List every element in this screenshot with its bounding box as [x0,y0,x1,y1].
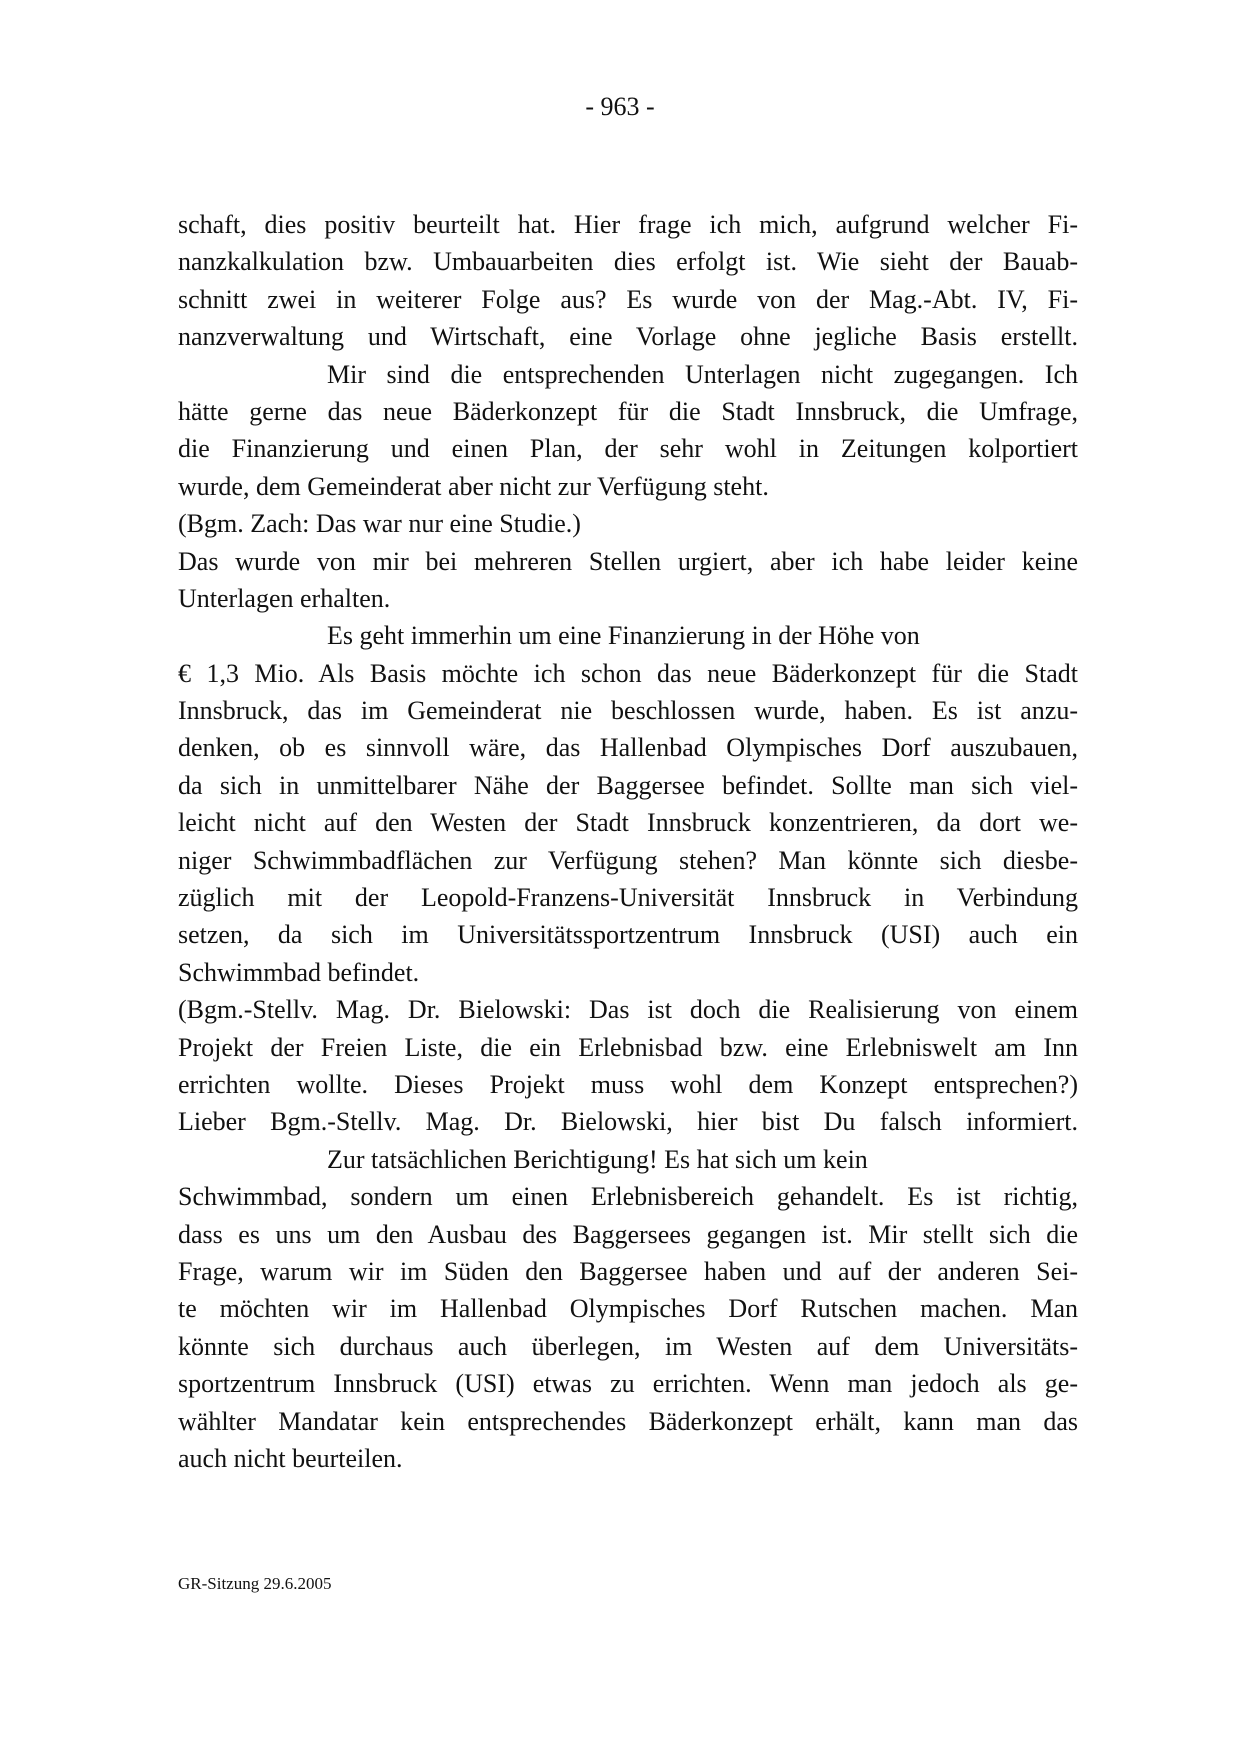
text-line: wählter Mandatar kein entsprechendes Bäderkonzept erhält, kann man das [178,1406,1078,1436]
text-line: auch nicht beurteilen. [178,1443,403,1473]
text-line: nanzverwaltung und Wirtschaft, eine Vorlage ohne jegliche Basis erstellt. [178,322,1078,352]
text-line: schnitt zwei in weiterer Folge aus? Es wurde von der Mag.-Abt. IV, Fi- [178,284,1078,314]
text-line: Mir sind die entsprechenden Unterlagen nicht zugegangen. Ich [327,359,1078,389]
text-line: Lieber Bgm.-Stellv. Mag. Dr. Bielowski, hier bist Du falsch informiert. [178,1107,1078,1137]
text-line: Das wurde von mir bei mehreren Stellen urgiert, aber ich habe leider keine [178,546,1078,576]
text-line: Schwimmbad befindet. [178,957,420,987]
text-line: hätte gerne das neue Bäderkonzept für die Stadt Innsbruck, die Umfrage, [178,396,1078,426]
text-line: Projekt der Freien Liste, die ein Erlebnisbad bzw. eine Erlebniswelt am Inn [178,1032,1078,1062]
body-text [178,206,1078,1477]
text-line: denken, ob es sinnvoll wäre, das Hallenbad Olympisches Dorf auszubauen, [178,733,1078,763]
text-line: nanzkalkulation bzw. Umbauarbeiten dies erfolgt ist. Wie sieht der Bauab- [178,247,1078,277]
text-line: setzen, da sich im Universitätssportzentrum Innsbruck (USI) auch ein [178,920,1078,950]
text-line: wurde, dem Gemeinderat aber nicht zur Verfügung steht. [178,471,769,501]
text-line: Es geht immerhin um eine Finanzierung in der Höhe von [327,621,920,651]
text-line: Zur tatsächlichen Berichtigung! Es hat sich um kein [327,1144,868,1174]
text-line: züglich mit der Leopold-Franzens-Universität Innsbruck in Verbindung [178,883,1078,913]
text-line: (Bgm. Zach: Das war nur eine Studie.) [178,509,581,539]
text-line: da sich in unmittelbarer Nähe der Baggersee befindet. Sollte man sich viel- [178,770,1078,800]
text-line: niger Schwimmbadflächen zur Verfügung stehen? Man könnte sich diesbe- [178,845,1078,875]
text-line: Frage, warum wir im Süden den Baggersee haben und auf der anderen Sei- [178,1256,1078,1286]
text-line: (Bgm.-Stellv. Mag. Dr. Bielowski: Das ist doch die Realisierung von einem [178,995,1078,1025]
text-line: Unterlagen erhalten. [178,583,391,613]
text-line: könnte sich durchaus auch überlegen, im Westen auf dem Universitäts- [178,1331,1078,1361]
text-line: te möchten wir im Hallenbad Olympisches Dorf Rutschen machen. Man [178,1294,1078,1324]
page-number: - 963 - [585,92,655,121]
text-line: errichten wollte. Dieses Projekt muss wohl dem Konzept entsprechen?) [178,1069,1078,1099]
text-line: die Finanzierung und einen Plan, der sehr wohl in Zeitungen kolportiert [178,434,1078,464]
text-line: € 1,3 Mio. Als Basis möchte ich schon das neue Bäderkonzept für die Stadt [178,658,1078,688]
text-line: Schwimmbad, sondern um einen Erlebnisbereich gehandelt. Es ist richtig, [178,1182,1078,1212]
text-line: dass es uns um den Ausbau des Baggersees gegangen ist. Mir stellt sich die [178,1219,1078,1249]
text-line: schaft, dies positiv beurteilt hat. Hier frage ich mich, aufgrund welcher Fi- [178,210,1078,239]
text-line: sportzentrum Innsbruck (USI) etwas zu errichten. Wenn man jedoch als ge- [178,1369,1078,1399]
text-line: Innsbruck, das im Gemeinderat nie beschlossen wurde, haben. Es ist anzu- [178,696,1078,726]
text-line: leicht nicht auf den Westen der Stadt Innsbruck konzentrieren, da dort we- [178,808,1078,838]
footer-session-date: GR-Sitzung 29.6.2005 [178,1574,332,1593]
